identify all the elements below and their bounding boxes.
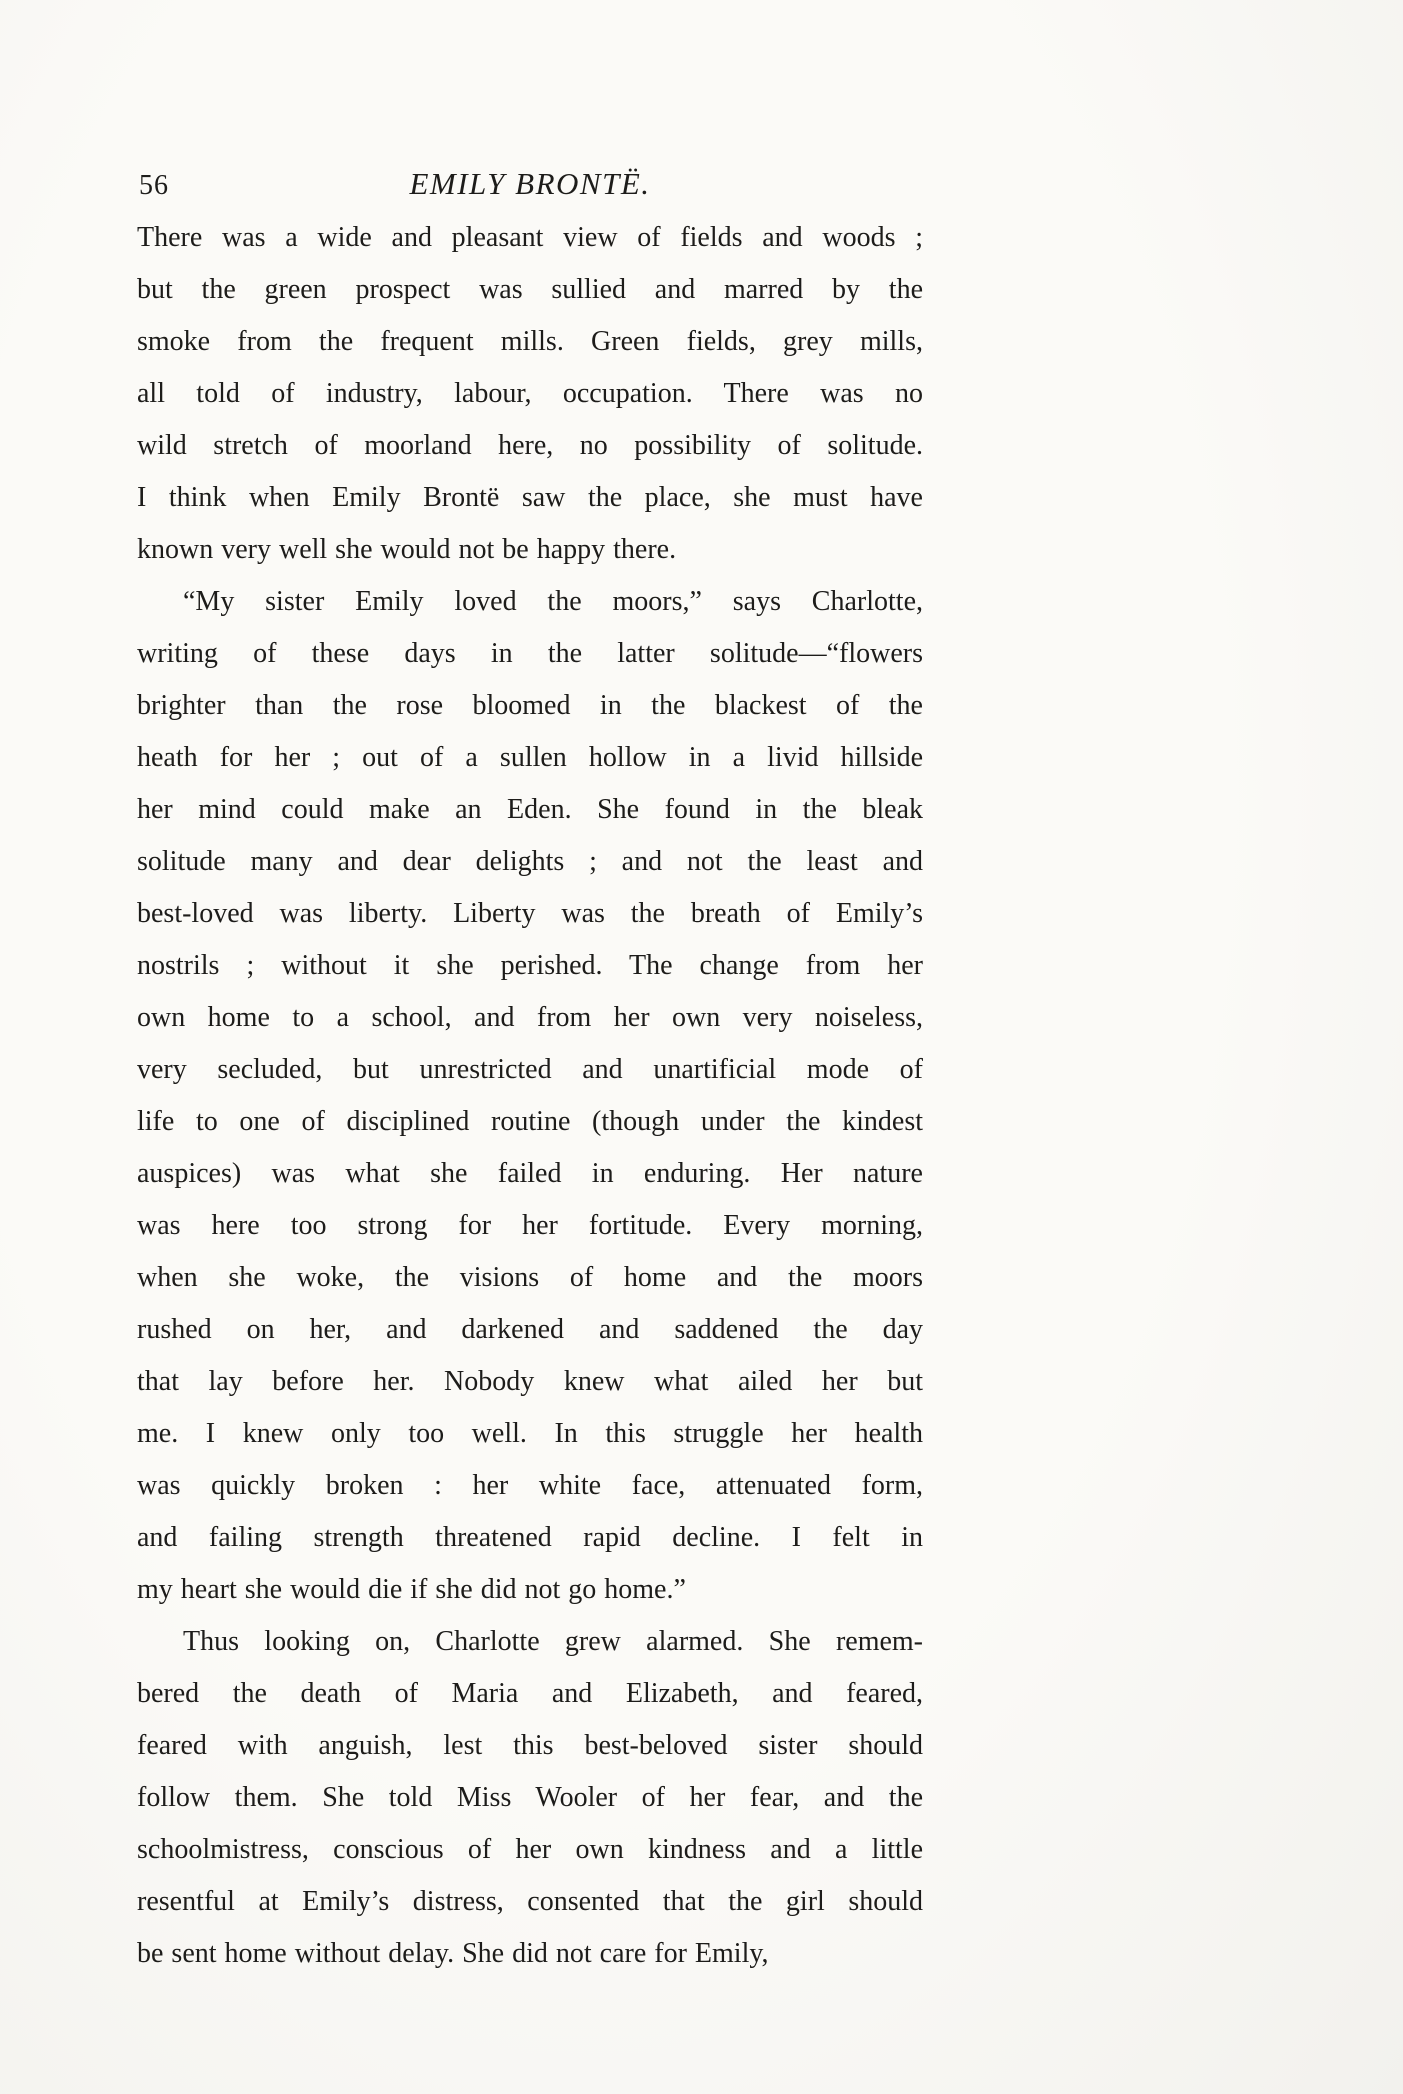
page-body bbox=[137, 212, 923, 1980]
text-line: best-loved was liberty. Liberty was the breath of Emily’s bbox=[137, 898, 923, 929]
text-line: me. I knew only too well. In this struggle her health bbox=[137, 1418, 923, 1449]
text-line: when she woke, the visions of home and the moors bbox=[137, 1262, 923, 1293]
text-line: my heart she would die if she did not go home.” bbox=[137, 1574, 686, 1605]
text-line: feared with anguish, lest this best-beloved sister should bbox=[137, 1730, 923, 1761]
text-line: wild stretch of moorland here, no possibility of solitude. bbox=[137, 430, 923, 461]
text-line: follow them. She told Miss Wooler of her fear, and the bbox=[137, 1782, 923, 1813]
text-line: own home to a school, and from her own very noiseless, bbox=[137, 1002, 923, 1033]
paragraph bbox=[137, 1616, 923, 1980]
text-line: her mind could make an Eden. She found in the bleak bbox=[137, 794, 923, 825]
paragraph bbox=[137, 212, 923, 576]
text-line: resentful at Emily’s distress, consented that the girl should bbox=[137, 1886, 923, 1917]
text-line: smoke from the frequent mills. Green fields, grey mills, bbox=[137, 326, 923, 357]
paragraph bbox=[137, 576, 923, 1616]
text-line: be sent home without delay. She did not care for Emily, bbox=[137, 1938, 769, 1969]
text-line: known very well she would not be happy there. bbox=[137, 534, 677, 565]
text-line: all told of industry, labour, occupation. There was no bbox=[137, 378, 923, 409]
text-line: heath for her ; out of a sullen hollow in a livid hillside bbox=[137, 742, 923, 773]
text-line: schoolmistress, conscious of her own kindness and a little bbox=[137, 1834, 923, 1865]
running-header: EMILY BRONTË. bbox=[409, 166, 651, 201]
text-line: rushed on her, and darkened and saddened the day bbox=[137, 1314, 923, 1345]
text-line: life to one of disciplined routine (though under the kindest bbox=[137, 1106, 923, 1137]
text-line: solitude many and dear delights ; and not the least and bbox=[137, 846, 923, 877]
text-line: writing of these days in the latter solitude—“flowers bbox=[137, 638, 923, 669]
text-line: that lay before her. Nobody knew what ailed her but bbox=[137, 1366, 923, 1397]
text-line: bered the death of Maria and Elizabeth, and feared, bbox=[137, 1678, 923, 1709]
text-line: I think when Emily Brontë saw the place, she must have bbox=[137, 482, 923, 513]
page-number: 56 bbox=[139, 170, 169, 201]
text-line: was quickly broken : her white face, attenuated form, bbox=[137, 1470, 923, 1501]
text-line: nostrils ; without it she perished. The change from her bbox=[137, 950, 923, 981]
text-line: Thus looking on, Charlotte grew alarmed. She remem- bbox=[183, 1626, 923, 1657]
text-line: very secluded, but unrestricted and unartificial mode of bbox=[137, 1054, 923, 1085]
page-header bbox=[137, 166, 923, 208]
text-line: was here too strong for her fortitude. Every morning, bbox=[137, 1210, 923, 1241]
text-line: brighter than the rose bloomed in the blackest of the bbox=[137, 690, 923, 721]
text-line: “My sister Emily loved the moors,” says Charlotte, bbox=[183, 586, 923, 617]
text-line: and failing strength threatened rapid decline. I felt in bbox=[137, 1522, 923, 1553]
text-line: There was a wide and pleasant view of fields and woods ; bbox=[137, 222, 923, 253]
text-line: auspices) was what she failed in enduring. Her nature bbox=[137, 1158, 923, 1189]
text-line: but the green prospect was sullied and marred by the bbox=[137, 274, 923, 305]
